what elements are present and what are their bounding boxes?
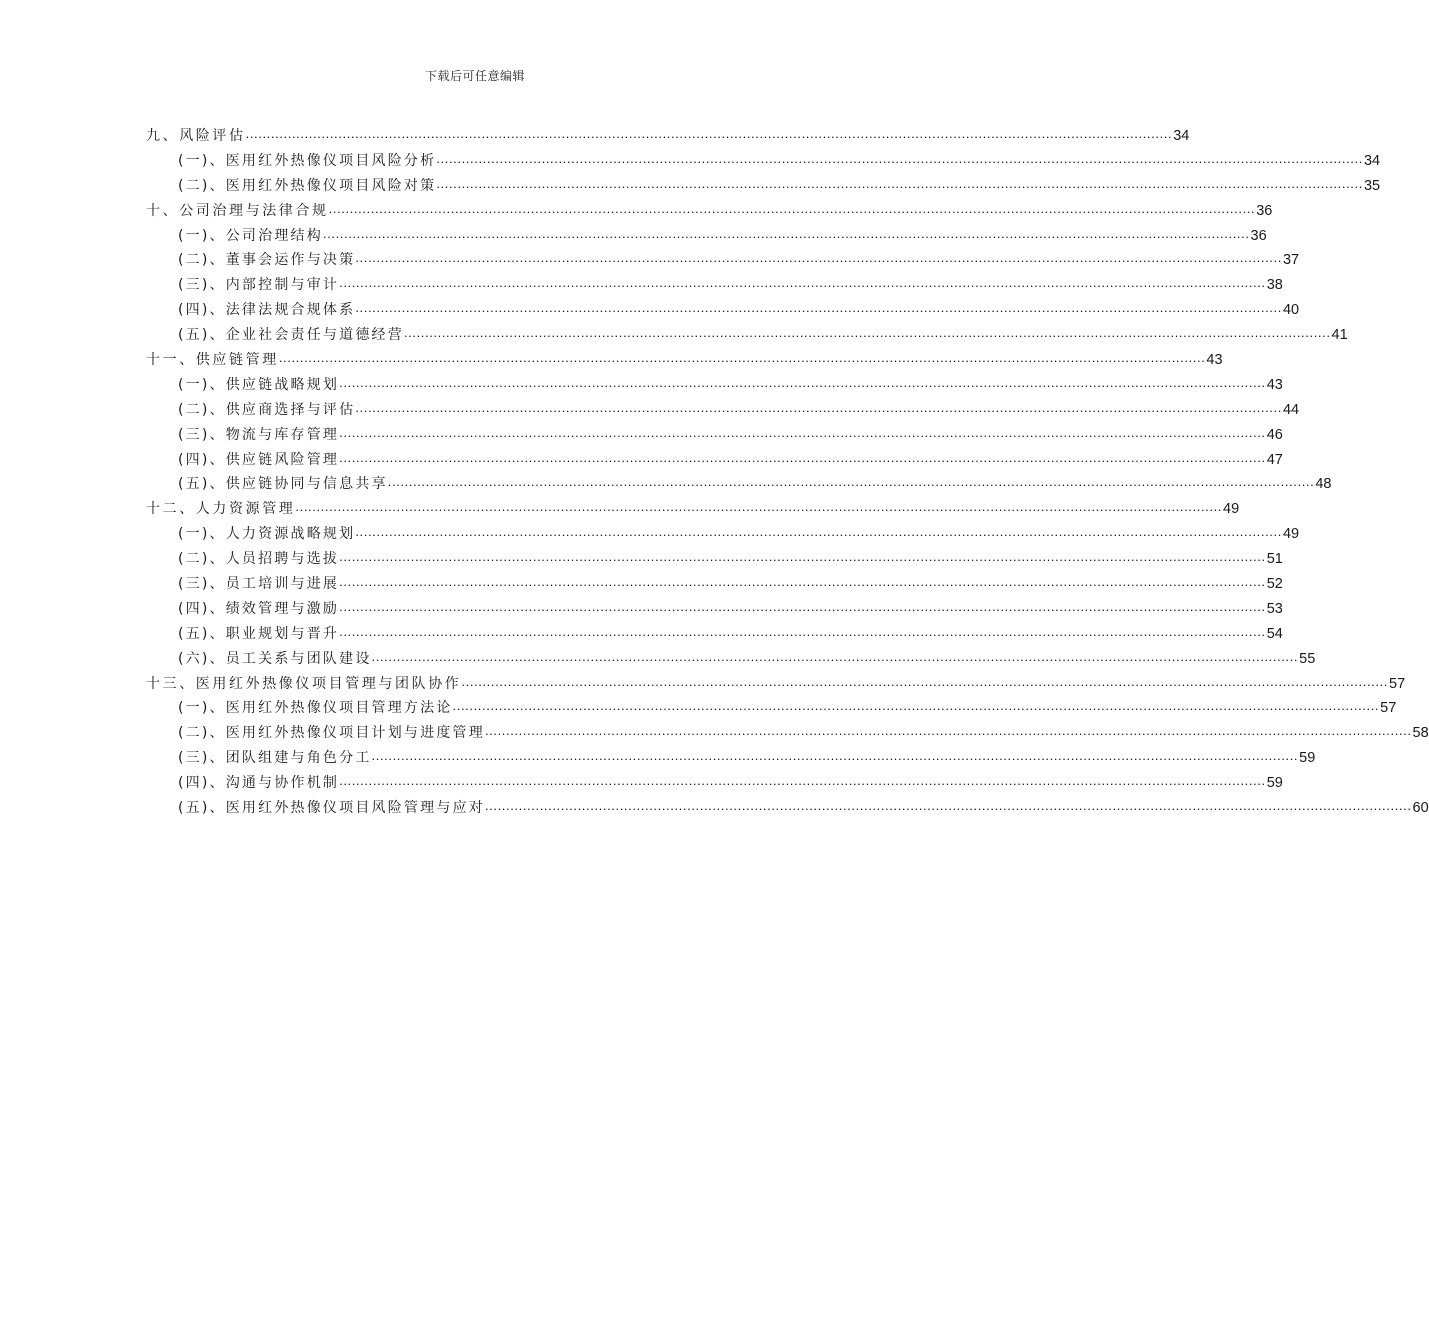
toc-page-number: 59 xyxy=(1266,775,1283,792)
toc-entry-title: 十一、供应链管理 xyxy=(146,352,279,368)
toc-entry-title: (五)、供应链协同与信息共享 xyxy=(178,476,388,493)
toc-page-number: 60 xyxy=(1412,800,1429,817)
toc-entry-title: (一)、医用红外热像仪项目风险分析 xyxy=(178,152,437,169)
toc-page-number: 55 xyxy=(1299,650,1316,667)
toc-dot-leader: ............................................................................................................................................................................................................................ xyxy=(387,474,1315,490)
toc-entry-title: 十三、医用红外热像仪项目管理与团队协作 xyxy=(146,675,462,692)
toc-dot-leader: ............................................................................................................................................................................................................................ xyxy=(403,325,1331,341)
toc-dot-leader: ............................................................................................................................................................................................................................ xyxy=(339,574,1266,590)
toc-dot-leader: ............................................................................................................................................................................................................................ xyxy=(436,175,1363,191)
toc-entry-title: 十、公司治理与法律合规 xyxy=(146,202,329,219)
toc-dot-leader: ............................................................................................................................................................................................................................ xyxy=(371,748,1299,764)
toc-page-number: 54 xyxy=(1266,625,1283,642)
toc-dot-leader: ............................................................................................................................................................................................................................ xyxy=(452,698,1380,714)
toc-page-number: 34 xyxy=(1363,152,1381,169)
toc-dot-leader: ............................................................................................................................................................................................................................ xyxy=(339,275,1266,291)
toc-subsection-entry[interactable] xyxy=(146,224,1267,249)
toc-page-number: 53 xyxy=(1266,600,1283,617)
toc-subsection-entry[interactable] xyxy=(146,174,1381,199)
toc-entry-title: (一)、公司治理结构 xyxy=(178,227,323,244)
toc-subsection-entry[interactable] xyxy=(146,647,1316,672)
toc-entry-title: (四)、供应链风险管理 xyxy=(178,451,340,468)
toc-dot-leader: ............................................................................................................................................................................................................................ xyxy=(371,648,1299,664)
toc-subsection-entry[interactable] xyxy=(146,721,1429,746)
toc-dot-leader: ............................................................................................................................................................................................................................ xyxy=(245,126,1173,141)
toc-subsection-entry[interactable] xyxy=(146,149,1381,174)
page-header: 下载后可任意编辑 xyxy=(424,69,525,83)
toc-dot-leader: ............................................................................................................................................................................................................................ xyxy=(436,150,1363,166)
toc-page-number: 48 xyxy=(1315,476,1332,493)
toc-dot-leader: ............................................................................................................................................................................................................................ xyxy=(355,524,1282,540)
toc-entry-title: (五)、企业社会责任与道德经营 xyxy=(178,327,404,344)
toc-subsection-entry[interactable] xyxy=(146,572,1283,597)
toc-subsection-entry[interactable] xyxy=(146,298,1300,323)
toc-entry-title: (四)、沟通与协作机制 xyxy=(178,775,340,792)
toc-entry-title: (二)、医用红外热像仪项目计划与进度管理 xyxy=(178,725,485,742)
toc-dot-leader: ............................................................................................................................................................................................................................ xyxy=(484,798,1412,814)
toc-dot-leader: ............................................................................................................................................................................................................................ xyxy=(355,250,1282,266)
toc-page-number: 49 xyxy=(1223,501,1240,518)
toc-entry-title: (五)、医用红外热像仪项目风险管理与应对 xyxy=(178,800,485,817)
toc-dot-leader: ............................................................................................................................................................................................................................ xyxy=(295,499,1223,515)
toc-entry-title: (三)、内部控制与审计 xyxy=(178,277,340,294)
toc-page-number: 41 xyxy=(1331,327,1348,344)
toc-subsection-entry[interactable] xyxy=(146,622,1283,647)
toc-section-entry[interactable] xyxy=(146,124,1190,149)
toc-dot-leader: ............................................................................................................................................................................................................................ xyxy=(339,598,1266,614)
toc-page-number: 36 xyxy=(1256,202,1273,219)
toc-dot-leader: ............................................................................................................................................................................................................................ xyxy=(278,350,1206,366)
toc-page-number: 51 xyxy=(1266,551,1283,568)
toc-page-number: 43 xyxy=(1206,352,1223,368)
toc-entry-title: (一)、医用红外热像仪项目管理方法论 xyxy=(178,700,453,717)
toc-dot-leader: ............................................................................................................................................................................................................................ xyxy=(339,424,1266,440)
toc-entry-title: (五)、职业规划与晋升 xyxy=(178,625,340,642)
toc-section-entry[interactable] xyxy=(146,497,1240,522)
toc-dot-leader: ............................................................................................................................................................................................................................ xyxy=(322,225,1250,241)
toc-entry-title: (三)、员工培训与进展 xyxy=(178,576,340,593)
toc-dot-leader: ............................................................................................................................................................................................................................ xyxy=(339,773,1266,789)
toc-page-number: 57 xyxy=(1389,675,1406,692)
toc-subsection-entry[interactable] xyxy=(146,448,1283,473)
toc-page-number: 49 xyxy=(1282,526,1300,543)
toc-entry-title: (二)、董事会运作与决策 xyxy=(178,252,356,269)
toc-subsection-entry[interactable] xyxy=(146,423,1283,448)
toc-subsection-entry[interactable] xyxy=(146,796,1429,821)
toc-page-number: 47 xyxy=(1266,451,1283,468)
toc-page-number: 38 xyxy=(1266,277,1283,294)
toc-subsection-entry[interactable] xyxy=(146,696,1397,721)
toc-entry-title: (六)、员工关系与团队建设 xyxy=(178,650,372,667)
toc-page-number: 37 xyxy=(1282,252,1300,269)
toc-dot-leader: ............................................................................................................................................................................................................................ xyxy=(339,549,1266,565)
toc-subsection-entry[interactable] xyxy=(146,547,1283,572)
toc-subsection-entry[interactable] xyxy=(146,771,1283,796)
toc-dot-leader: ............................................................................................................................................................................................................................ xyxy=(484,723,1412,739)
toc-subsection-entry[interactable] xyxy=(146,373,1283,398)
toc-entry-title: (二)、医用红外热像仪项目风险对策 xyxy=(178,177,437,194)
toc-page-number: 35 xyxy=(1363,177,1381,194)
toc-entry-title: 十二、人力资源管理 xyxy=(146,501,296,518)
toc-subsection-entry[interactable] xyxy=(146,398,1300,423)
table-of-contents xyxy=(146,124,1429,821)
toc-dot-leader: ............................................................................................................................................................................................................................ xyxy=(339,374,1266,390)
toc-entry-title: (一)、供应链战略规划 xyxy=(178,376,340,393)
toc-entry-title: (一)、人力资源战略规划 xyxy=(178,526,356,543)
toc-dot-leader: ............................................................................................................................................................................................................................ xyxy=(328,200,1256,216)
toc-section-entry[interactable] xyxy=(146,199,1273,224)
toc-page-number: 46 xyxy=(1266,426,1283,443)
toc-page-number: 36 xyxy=(1250,227,1267,244)
toc-dot-leader: ............................................................................................................................................................................................................................ xyxy=(461,673,1389,689)
toc-entry-title: (二)、供应商选择与评估 xyxy=(178,401,356,418)
toc-page-number: 52 xyxy=(1266,576,1283,593)
toc-entry-title: 九、风险评估 xyxy=(146,127,246,144)
toc-page-number: 40 xyxy=(1282,302,1300,319)
toc-section-entry[interactable] xyxy=(146,348,1223,373)
toc-entry-title: (三)、团队组建与角色分工 xyxy=(178,750,372,767)
toc-page-number: 44 xyxy=(1282,401,1300,418)
toc-subsection-entry[interactable] xyxy=(146,472,1332,497)
toc-entry-title: (二)、人员招聘与选拔 xyxy=(178,551,340,568)
toc-subsection-entry[interactable] xyxy=(146,248,1300,273)
toc-page-number: 43 xyxy=(1266,376,1283,393)
toc-subsection-entry[interactable] xyxy=(146,746,1316,771)
toc-dot-leader: ............................................................................................................................................................................................................................ xyxy=(339,449,1266,465)
toc-subsection-entry[interactable] xyxy=(146,522,1300,547)
toc-dot-leader: ............................................................................................................................................................................................................................ xyxy=(355,399,1282,415)
toc-page-number: 59 xyxy=(1299,750,1316,767)
toc-page-number: 57 xyxy=(1380,700,1397,717)
toc-subsection-entry[interactable] xyxy=(146,273,1283,298)
toc-dot-leader: ............................................................................................................................................................................................................................ xyxy=(339,623,1266,639)
toc-subsection-entry[interactable] xyxy=(146,597,1283,622)
toc-page-number: 34 xyxy=(1173,127,1190,144)
toc-entry-title: (四)、法律法规合规体系 xyxy=(178,302,356,319)
toc-entry-title: (三)、物流与库存管理 xyxy=(178,426,340,443)
toc-entry-title: (四)、绩效管理与激励 xyxy=(178,600,340,617)
toc-page-number: 58 xyxy=(1412,725,1429,742)
toc-subsection-entry[interactable] xyxy=(146,323,1348,348)
toc-section-entry[interactable] xyxy=(146,672,1406,697)
toc-dot-leader: ............................................................................................................................................................................................................................ xyxy=(355,300,1282,316)
